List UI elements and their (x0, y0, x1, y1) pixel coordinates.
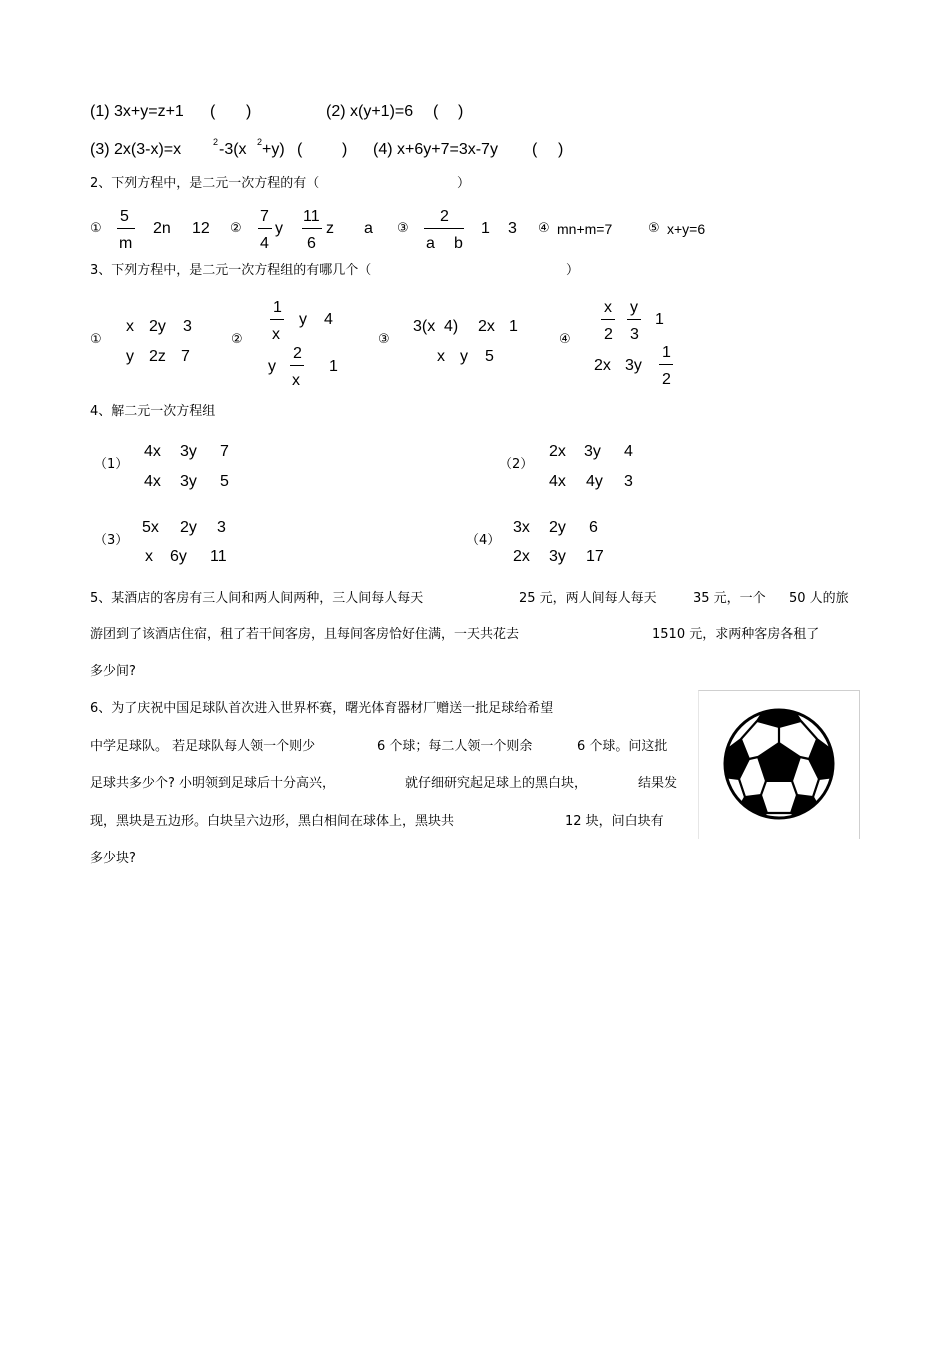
fraction-numerator: 5 (120, 208, 129, 225)
fraction-denominator: 6 (307, 235, 316, 252)
q6-line-2b: 6 个球；每二人领一个则余 (377, 739, 533, 754)
eq-term: 3y (625, 357, 642, 374)
q6-line-3c: 结果发 (638, 776, 678, 791)
q6-line-4: 现，黑块是五边形。白块呈六边形，黑白相间在球体上，黑块共 (90, 814, 455, 829)
eq-term: x (145, 548, 153, 565)
eq-term: 2x (549, 443, 566, 460)
eq-term: 4 (624, 443, 633, 460)
fraction-numerator: 2 (440, 208, 449, 225)
q1-item-4: (4) x+6y+7=3x-7y (373, 141, 498, 158)
q5-line-2: 游团到了该酒店住宿，租了若干间客房，且每间客房恰好住满，一天共花去 (90, 627, 520, 642)
q2-mark-1: ① (90, 221, 102, 236)
q3-mark-2: ② (231, 332, 243, 347)
eq-term: 17 (586, 548, 604, 565)
superscript: 2 (213, 137, 219, 147)
q2-term: 3 (508, 220, 517, 237)
eq-term: 2x (478, 318, 495, 335)
q4-label-2: （2） (499, 457, 534, 472)
eq-term: 2x (594, 357, 611, 374)
q3-mark-4: ④ (559, 332, 571, 347)
fraction-denominator: 3 (630, 326, 639, 343)
q2-item-5: x+y=6 (667, 221, 706, 237)
eq-term: 3y (180, 443, 197, 460)
q4-title: 4、解二元一次方程组 (90, 404, 216, 419)
fraction-bar (117, 228, 135, 229)
fraction-bar (258, 228, 272, 229)
q2-mark-2: ② (230, 221, 242, 236)
superscript: 2 (257, 137, 263, 147)
eq-term: 1 (329, 358, 338, 375)
eq-term: x (126, 318, 134, 335)
eq-term: 5 (220, 473, 229, 490)
fraction-denominator: m (119, 235, 133, 252)
eq-term: 3y (549, 548, 566, 565)
fraction-bar (302, 228, 322, 229)
eq-term: 4) (444, 318, 459, 335)
eq-term: y (299, 311, 307, 328)
fraction-bar (627, 319, 641, 320)
q5-line-1: 5、某酒店的客房有三人间和两人间两种，三人间每人每天 (90, 591, 424, 606)
q6-line-3: 足球共多少个? 小明领到足球后十分高兴， (90, 776, 336, 791)
q5-line-1d: 50 人的旅 (789, 591, 849, 606)
q5-line-1b: 25 元，两人间每人每天 (519, 591, 657, 606)
eq-term: y (268, 358, 276, 375)
q4-label-3: （3） (94, 533, 129, 548)
q1-item-3-end: +y) (262, 141, 285, 158)
eq-term: 6y (170, 548, 187, 565)
eq-term: 3(x (413, 318, 436, 335)
eq-term: 5x (142, 519, 159, 536)
fraction-denominator: 2 (662, 371, 671, 388)
eq-term: 2z (149, 348, 166, 365)
fraction-numerator: y (630, 299, 638, 316)
fraction-bar (601, 319, 615, 320)
q4-label-1: （1） (94, 457, 129, 472)
eq-term: 11 (210, 548, 227, 565)
soccer-ball-figure (698, 690, 860, 839)
q2-mark-3: ③ (397, 221, 409, 236)
q2-term: 1 (481, 220, 490, 237)
eq-term: 4x (144, 443, 161, 460)
q2-term: a (364, 220, 373, 237)
q6-line-2c: 6 个球。问这批 (577, 739, 668, 754)
fraction-bar (290, 365, 304, 366)
fraction-denominator: x (292, 372, 300, 389)
q2-term: z (326, 220, 334, 237)
eq-term: 3y (584, 443, 601, 460)
eq-term: 3 (624, 473, 633, 490)
eq-term: 7 (181, 348, 190, 365)
q1-item-2: (2) x(y+1)=6 (326, 103, 414, 120)
q2-mark-5: ⑤ (648, 221, 660, 236)
fraction-numerator: 2 (293, 345, 302, 362)
q1-paren-close: ) (246, 103, 252, 120)
eq-term: 7 (220, 443, 229, 460)
q4-label-4: （4） (466, 533, 501, 548)
fraction-numerator: 1 (273, 299, 282, 316)
eq-term: y (460, 348, 468, 365)
q2-term: y (275, 220, 283, 237)
q2-title-close: ） (457, 176, 471, 191)
eq-term: 4 (324, 311, 333, 328)
fraction-numerator: 1 (662, 344, 671, 361)
fraction-bar (270, 319, 284, 320)
q1-paren-open: ( (532, 141, 538, 158)
eq-term: 2y (180, 519, 197, 536)
soccer-ball-icon (699, 691, 859, 839)
fraction-numerator: 7 (260, 208, 269, 225)
q1-paren-close: ) (342, 141, 348, 158)
q1-paren-open: ( (210, 103, 216, 120)
q2-item-4: mn+m=7 (557, 221, 613, 237)
fraction-numerator: 11 (303, 208, 320, 225)
eq-term: 3y (180, 473, 197, 490)
q2-term: 12 (192, 220, 210, 237)
fraction-bar (424, 228, 464, 229)
eq-term: 3 (183, 318, 192, 335)
q6-line-3b: 就仔细研究起足球上的黑白块， (405, 776, 588, 791)
q1-item-3-cont: -3(x (219, 141, 247, 158)
q3-title-close: ） (566, 263, 580, 278)
q5-line-2b: 1510 元，求两种客房各租了 (652, 627, 820, 642)
fraction-denominator: 4 (260, 235, 269, 252)
eq-term: 4x (144, 473, 161, 490)
q6-line-1: 6、为了庆祝中国足球队首次进入世界杯赛，曙光体育器材厂赠送一批足球给希望 (90, 701, 554, 716)
fraction-numerator: x (604, 299, 612, 316)
eq-term: 3 (217, 519, 226, 536)
q2-title: 2、下列方程中，是二元一次方程的有（ (90, 176, 320, 191)
q3-mark-3: ③ (378, 332, 390, 347)
q6-line-4b: 12 块，问白块有 (565, 814, 664, 829)
q5-line-3: 多少间? (90, 664, 136, 679)
eq-term: 1 (655, 311, 664, 328)
q1-paren-close: ) (458, 103, 464, 120)
eq-term: 2y (549, 519, 566, 536)
q1-paren-open: ( (433, 103, 439, 120)
eq-term: 3x (513, 519, 530, 536)
eq-term: 2x (513, 548, 530, 565)
fraction-denominator: x (272, 326, 280, 343)
q1-item-3: (3) 2x(3-x)=x (90, 141, 182, 158)
eq-term: 4x (549, 473, 566, 490)
fraction-denominator: a (426, 235, 435, 252)
eq-term: y (126, 348, 134, 365)
eq-term: 6 (589, 519, 598, 536)
fraction-bar (659, 364, 673, 365)
q6-line-5: 多少块? (90, 851, 136, 866)
eq-term: 2y (149, 318, 166, 335)
eq-term: 1 (509, 318, 518, 335)
fraction-denominator: b (454, 235, 463, 252)
q1-paren-close: ) (558, 141, 564, 158)
eq-term: 5 (485, 348, 494, 365)
q1-item-1: (1) 3x+y=z+1 (90, 103, 184, 120)
q3-title: 3、下列方程中，是二元一次方程组的有哪几个（ (90, 263, 372, 278)
eq-term: 4y (586, 473, 603, 490)
q5-line-1c: 35 元，一个 (693, 591, 766, 606)
eq-term: x (437, 348, 445, 365)
q2-term: 2n (153, 220, 171, 237)
q1-paren-open: ( (297, 141, 303, 158)
q2-mark-4: ④ (538, 221, 550, 236)
q6-line-2: 中学足球队。 若足球队每人领一个则少 (90, 739, 316, 754)
fraction-denominator: 2 (604, 326, 613, 343)
q3-mark-1: ① (90, 332, 102, 347)
